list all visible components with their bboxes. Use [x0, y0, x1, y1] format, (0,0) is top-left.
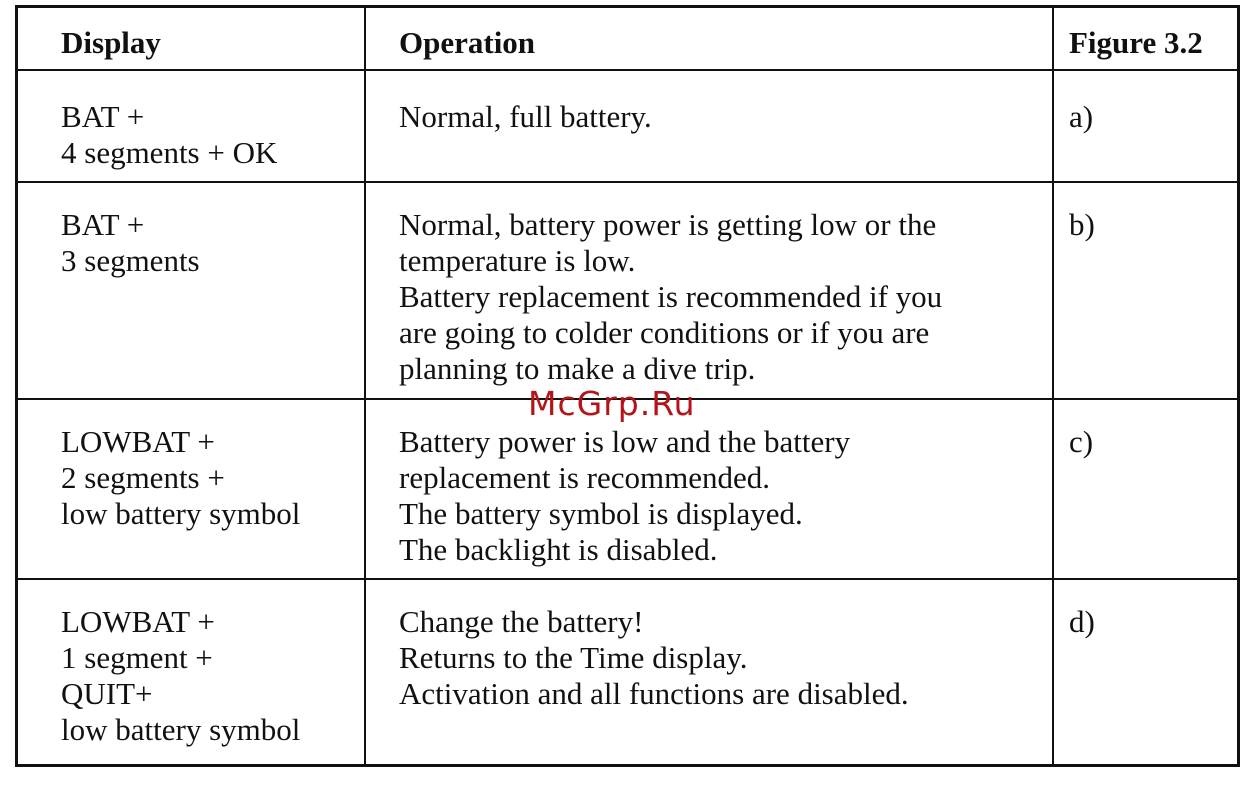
- header-figure: Figure 3.2: [1069, 25, 1203, 60]
- row-3-figure: c): [1069, 424, 1094, 459]
- row-3-operation: Battery power is low and the battery replacement is recommended. The battery symbol is displayed. The backlight is disabled.: [399, 424, 851, 567]
- row-divider: [18, 578, 1237, 580]
- watermark-text: McGrp.Ru: [528, 384, 696, 423]
- row-2-display: BAT + 3 segments: [61, 207, 200, 278]
- row-2-figure: b): [1069, 207, 1095, 242]
- header-display: Display: [61, 25, 161, 60]
- row-divider: [18, 69, 1237, 71]
- row-4-operation: Change the battery! Returns to the Time display. Activation and all functions are disabled.: [399, 604, 909, 711]
- row-2-operation: Normal, battery power is getting low or the temperature is low. Battery replacement is recommended if you are going to colder conditions or if you are planning to make a dive trip.: [399, 207, 943, 386]
- row-4-figure: d): [1069, 604, 1095, 639]
- row-3-display: LOWBAT + 2 segments + low battery symbol: [61, 424, 301, 531]
- row-divider: [18, 181, 1237, 183]
- row-4-display: LOWBAT + 1 segment + QUIT+ low battery symbol: [61, 604, 301, 747]
- header-operation: Operation: [399, 25, 536, 60]
- row-1-operation: Normal, full battery.: [399, 99, 652, 134]
- row-1-display: BAT + 4 segments + OK: [61, 99, 278, 170]
- column-divider: [1052, 8, 1054, 764]
- column-divider: [364, 8, 366, 764]
- row-1-figure: a): [1069, 99, 1094, 134]
